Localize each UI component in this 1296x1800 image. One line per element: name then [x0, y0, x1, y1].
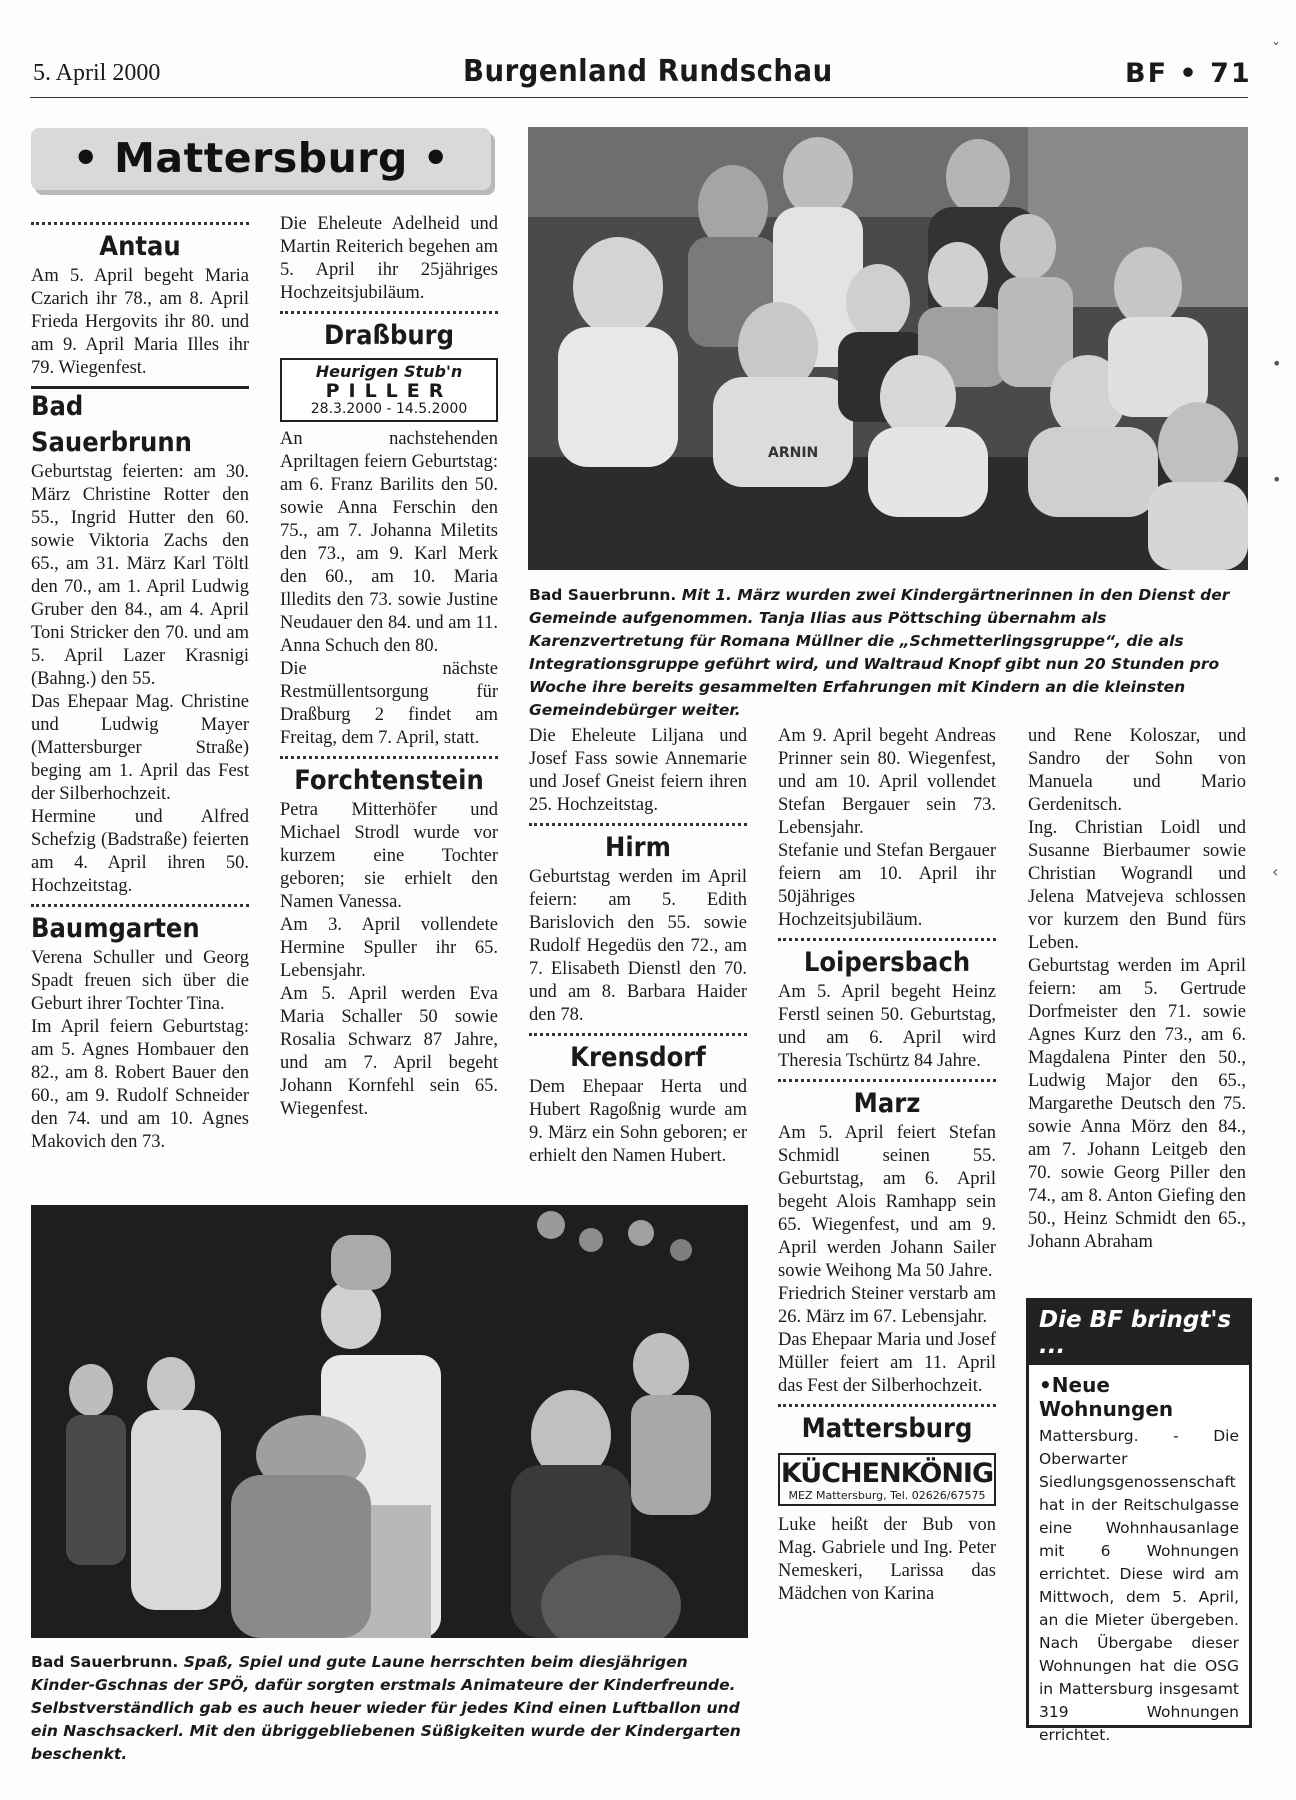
article-text: Stefanie und Stefan Bergauer feiern am 10. April ihr 50jähriges Hochzeitsjubiläum. — [778, 841, 996, 930]
article-text: Am 5. April feiert Stefan Schmidl seinen 55. Geburtstag, am 6. April begeht Alois Ramhapp sein 65. Wiegenfest, und am 9. April werden Johann Sailer sowie Weihong Ma 50 Jahre. — [778, 1123, 996, 1281]
article-text: Dem Ehepaar Herta und Hubert Ragoßnig wurde am 9. März ein Sohn geboren; er erhielt den Namen Hubert. — [529, 1077, 747, 1166]
shirt-text: ARNIN — [768, 445, 819, 461]
section-title-antau: Antau — [99, 231, 181, 262]
caption-lead: Bad Sauerbrunn. — [529, 586, 677, 604]
article-text: Am 5. April werden Eva Maria Schaller 50 sowie Rosalia Schwarz 87 Jahre, und am 7. April begeht Johann Kornfehl sein 65. Wiegenfest. — [280, 984, 498, 1119]
section-title-baumgarten: Baumgarten — [31, 913, 200, 944]
dotted-divider — [31, 904, 249, 907]
section-banner — [31, 128, 491, 190]
article-text: An nachstehenden Apriltagen feiern Geburtstag: am 6. Franz Barilits den 50. sowie Anna Ferschin den 75., am 7. Johanna Miletits den 73., am 9. Karl Merk den 60., am 10. Maria Illedits den 73. sowie Justine Neudauer den 84. und am 11. Anna Schuch den 80. — [280, 429, 498, 656]
kinder-gschnas-photo — [31, 1205, 748, 1638]
dotted-divider — [529, 1033, 747, 1036]
margin-mark: • — [1272, 470, 1282, 489]
section-title-mattersburg: Mattersburg — [801, 1413, 973, 1444]
kindergarten-photo — [528, 127, 1248, 570]
section-banner-title: • Mattersburg • — [72, 134, 450, 182]
article-text: Hermine und Alfred Schefzig (Badstraße) feierten am 4. April ihren 50. Hochzeitstag. — [31, 807, 249, 896]
section-title-krensdorf: Krensdorf — [570, 1042, 706, 1073]
article-text: Geburtstag feierten: am 30. März Christine Rotter den 55., Ingrid Hutter den 60. sowie Viktoria Zachs den 65., am 31. März Karl Töltl den 70., am 1. April Ludwig Gruber den 84., am 4. April Toni Stricker den 70. und am 5. April Lazer Krasnigi (Bahng.) den 55. — [31, 462, 249, 689]
issue-date: 5. April 2000 — [33, 60, 161, 86]
bf-box-title: Die BF bringt's ... — [1029, 1301, 1249, 1365]
ad-line-1: Heurigen Stub'n — [315, 362, 463, 381]
column-5 — [1028, 725, 1246, 1254]
dotted-divider — [778, 1079, 996, 1082]
corner-mark: ˇ — [1272, 40, 1280, 59]
kinder-gschnas-photo-art — [31, 1205, 748, 1638]
column-1 — [31, 216, 249, 1154]
article-text: Geburtstag werden im April feiern: am 5. Edith Barislovich den 55. sowie Rudolf Hegedüs den 72., am 7. Elisabeth Dienstl den 70. und am 8. Barbara Haider den 78. — [529, 867, 747, 1025]
caption-lead: Bad Sauerbrunn. — [31, 1653, 179, 1671]
ad-line-2: PILLER — [325, 380, 453, 402]
bf-box-text: Mattersburg. - Die Oberwarter Siedlungsgenossenschaft hat in der Reitschulgasse eine Wohnhausanlage mit 6 Wohnungen errichtet. Diese wird am Mittwoch, dem 5. April, an die Mieter übergeben. Nach Übergabe dieser Wohnungen hat die OSG in Mattersburg insgesamt 319 Wohnungen errichtet. — [1039, 1427, 1239, 1744]
article-text: Friedrich Steiner verstarb am 26. März im 67. Lebensjahr. — [778, 1284, 996, 1327]
kuechenkoenig-ad — [778, 1453, 996, 1506]
section-title-drassburg: Draßburg — [323, 320, 455, 351]
article-text: Die nächste Restmüllentsorgung für Draßburg 2 findet am Freitag, dem 7. April, statt. — [280, 659, 498, 748]
article-text: Das Ehepaar Mag. Christine und Ludwig Mayer (Mattersburger Straße) beging am 1. April das Fest der Silberhochzeit. — [31, 692, 249, 804]
kindergarten-photo-caption — [529, 584, 1247, 722]
column-2 — [280, 213, 498, 1121]
article-text: Am 3. April vollendete Hermine Spuller ihr 65. Lebensjahr. — [280, 915, 498, 981]
column-3 — [529, 725, 747, 1168]
newspaper-title: Burgenland Rundschau — [463, 54, 833, 89]
section-title-loipersbach: Loipersbach — [803, 947, 971, 978]
article-text: Am 9. April begeht Andreas Prinner sein 80. Wiegenfest, und am 10. April vollendet Stefan Bergauer sein 73. Lebensjahr. — [778, 726, 996, 838]
article-text: Am 5. April begeht Maria Czarich ihr 78., am 8. April Frieda Hergovits ihr 80. und am 9. April Maria Illes ihr 79. Wiegenfest. — [31, 266, 249, 378]
header-rule — [30, 97, 1248, 98]
article-text: Die Eheleute Liljana und Josef Fass sowie Annemarie und Josef Gneist feiern ihren 25. Hochzeitstag. — [529, 726, 747, 815]
article-text: Petra Mitterhöfer und Michael Strodl wurde vor kurzem eine Tochter geboren; sie erhielt den Namen Vanessa. — [280, 800, 498, 912]
dotted-divider — [280, 756, 498, 759]
dotted-divider — [529, 823, 747, 826]
article-text: Das Ehepaar Maria und Josef Müller feiert am 11. April das Fest der Silberhochzeit. — [778, 1330, 996, 1396]
margin-mark: ‹ — [1272, 862, 1279, 881]
kindergarten-photo-art — [528, 127, 1248, 570]
bf-bringts-box — [1026, 1298, 1252, 1744]
heurigen-ad — [280, 358, 498, 422]
section-title-marz: Marz — [853, 1088, 921, 1119]
ad-line-3: 28.3.2000 - 14.5.2000 — [310, 401, 468, 417]
section-title-bad-sauerbrunn: Bad Sauerbrunn — [31, 391, 192, 458]
section-title-hirm: Hirm — [605, 832, 671, 863]
margin-mark: • — [1272, 354, 1282, 373]
page-number: BF • 71 — [1125, 58, 1252, 89]
article-text: Ing. Christian Loidl und Susanne Bierbaumer sowie Christian Wograndl und Jelena Matvejeva schlossen vor kurzem den Bund fürs Leben. — [1028, 818, 1246, 953]
dotted-divider — [31, 222, 249, 225]
dotted-divider — [778, 1404, 996, 1407]
ad-name: KÜCHENKÖNIG — [780, 1458, 994, 1489]
article-text: Luke heißt der Bub von Mag. Gabriele und Ing. Peter Nemeskeri, Larissa das Mädchen von Karina — [778, 1515, 996, 1604]
article-text: und Rene Koloszar, und Sandro der Sohn von Manuela und Mario Gerdenitsch. — [1028, 726, 1246, 815]
section-title-forchtenstein: Forchtenstein — [294, 765, 484, 796]
caption-text: Spaß, Spiel und gute Laune herrschten beim diesjährigen Kinder-Gschnas der SPÖ, dafür sorgten erstmals Animateure der Kinderfreunde. Selbstverständlich gab es auch heuer wieder für jedes Kind einen Luftballon und ein Naschsackerl. Mit den übriggebliebenen Süßigkeiten wurde der Kindergarten beschenkt. — [31, 1653, 741, 1763]
bf-box-subtitle: •Neue Wohnungen — [1039, 1373, 1174, 1421]
kinder-gschnas-caption — [31, 1651, 748, 1766]
dotted-divider — [280, 311, 498, 314]
article-text: Am 5. April begeht Heinz Ferstl seinen 50. Geburtstag, und am 6. April wird Theresia Tschürtz 84 Jahre. — [778, 982, 996, 1071]
article-text: Geburtstag werden im April feiern: am 5. Gertrude Dorfmeister den 71. sowie Agnes Kurz den 73., am 6. Magdalena Pinter den 50., Ludwig Major den 65., Margarethe Deutsch den 75. sowie Anna Mörz den 84., am 7. Johann Leitgeb den 70. sowie Georg Piller den 74., am 8. Anton Giefing den 50., Heinz Schmidt den 65., Johann Abraham — [1028, 956, 1246, 1252]
article-text: Die Eheleute Adelheid und Martin Reiterich begehen am 5. April ihr 25jähriges Hochzeitsjubiläum. — [280, 214, 498, 303]
article-text: Im April feiern Geburtstag: am 5. Agnes Hombauer den 82., am 8. Robert Bauer den 60., am 9. Rudolf Schneider den 74. und am 10. Agnes Makovich den 73. — [31, 1017, 249, 1152]
ad-subline: MEZ Mattersburg, Tel. 02626/67575 — [788, 1489, 986, 1502]
dotted-divider — [778, 938, 996, 941]
caption-text: Mit 1. März wurden zwei Kindergärtnerinnen in den Dienst der Gemeinde aufgenommen. Tanja Ilias aus Pöttsching übernahm als Karenzvertretung für Romana Müllner die „Schmetterlingsgruppe“, die als Integrationsgruppe geführt wird, und Waltraud Knopf gibt nun 20 Stunden pro Woche ihre bereits gesammelten Erfahrungen mit Kindern an die kleinsten Gemeindebürger weiter. — [529, 586, 1230, 719]
article-text: Verena Schuller und Georg Spadt freuen sich über die Geburt ihrer Tochter Tina. — [31, 948, 249, 1014]
column-4 — [778, 725, 996, 1606]
